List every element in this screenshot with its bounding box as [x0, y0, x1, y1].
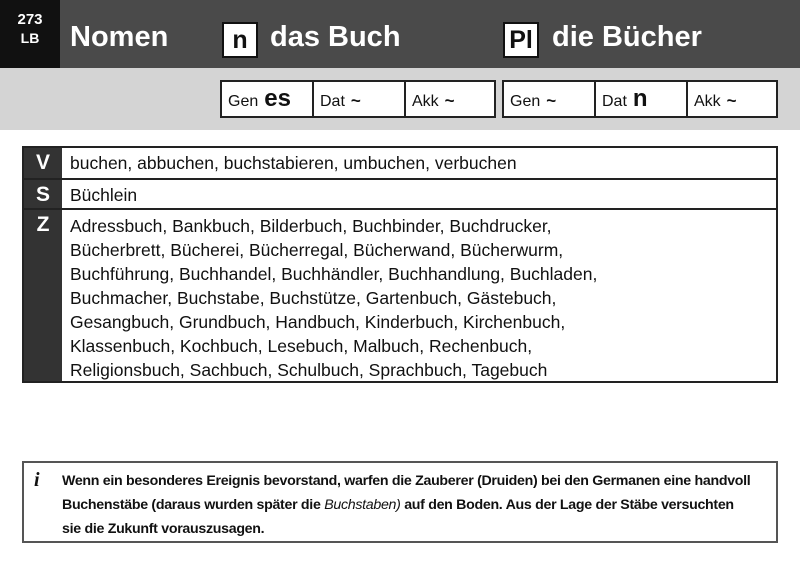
compound-line: Bücherbrett, Bücherei, Bücherregal, Bücherwand, Bücherwurm, — [70, 240, 564, 260]
plural-dative — [596, 82, 688, 116]
compound-line: Gesangbuch, Grundbuch, Handbuch, Kinderbuch, Kirchenbuch, — [70, 312, 566, 332]
case-label: Gen — [510, 93, 541, 110]
singular-word: das Buch — [270, 21, 401, 53]
singular-dative — [314, 82, 406, 116]
compound-line: Buchmacher, Buchstabe, Buchstütze, Gartenbuch, Gästebuch, — [70, 288, 557, 308]
emphasis-word: Buchstaben) — [324, 497, 401, 513]
case-ending: n — [632, 85, 648, 112]
case-label: Akk — [412, 93, 439, 110]
case-label: Dat — [320, 93, 345, 110]
compound-line: Religionsbuch, Sachbuch, Schulbuch, Sprachbuch, Tagebuch — [70, 360, 548, 380]
plural-cases — [502, 80, 778, 118]
info-text — [62, 469, 768, 541]
case-label: Gen — [228, 93, 259, 110]
singular-cases — [220, 80, 496, 118]
case-label: Dat — [602, 93, 627, 110]
word-family-table — [22, 146, 778, 383]
plural-badge: Pl — [503, 22, 539, 58]
word-class-title: Nomen — [70, 21, 169, 53]
plural-word: die Bücher — [552, 21, 702, 53]
gender-badge: n — [222, 22, 258, 58]
compound-line: Buchführung, Buchhandel, Buchhändler, Buchhandlung, Buchladen, — [70, 264, 598, 284]
singular-genitive — [222, 82, 314, 116]
compound-line: Adressbuch, Bankbuch, Bilderbuch, Buchbinder, Buchdrucker, — [70, 216, 552, 236]
case-ending: ~ — [350, 91, 361, 110]
info-i-icon: i — [34, 469, 40, 491]
singular-accusative — [406, 82, 494, 116]
case-ending: ~ — [726, 91, 737, 110]
diminutive-text: Büchlein — [70, 185, 138, 205]
header-band — [0, 0, 800, 68]
card-code: LB — [20, 30, 40, 46]
case-ending: es — [264, 85, 291, 112]
plural-genitive — [504, 82, 596, 116]
info-line: sie die Zukunft vorauszusagen. — [62, 521, 265, 537]
info-line: Wenn ein besonderes Ereignis bevorstand, warfen die Zauberer (Druiden) bei den Germanen eine handvoll — [62, 473, 751, 489]
compound-line: Klassenbuch, Kochbuch, Lesebuch, Malbuch, Rechenbuch, — [70, 336, 533, 356]
compounds-row — [24, 208, 776, 381]
row-key: S — [24, 180, 62, 208]
case-ending: ~ — [546, 91, 557, 110]
info-box — [22, 461, 778, 543]
verbs-row — [24, 148, 776, 178]
diminutive-row — [24, 178, 776, 208]
row-key: Z — [24, 210, 62, 381]
card-number: 273 — [17, 11, 43, 28]
row-key: V — [24, 148, 62, 178]
plural-accusative — [688, 82, 776, 116]
case-ending: ~ — [444, 91, 455, 110]
verbs-text: buchen, abbuchen, buchstabieren, umbuchen, verbuchen — [70, 153, 517, 173]
compounds-text — [70, 214, 768, 382]
case-label: Akk — [694, 93, 721, 110]
card-number-block — [0, 0, 60, 68]
info-line: Buchenstäbe (daraus wurden später die Buchstaben) auf den Boden. Aus der Lage der Stäbe versuchten — [62, 497, 734, 513]
